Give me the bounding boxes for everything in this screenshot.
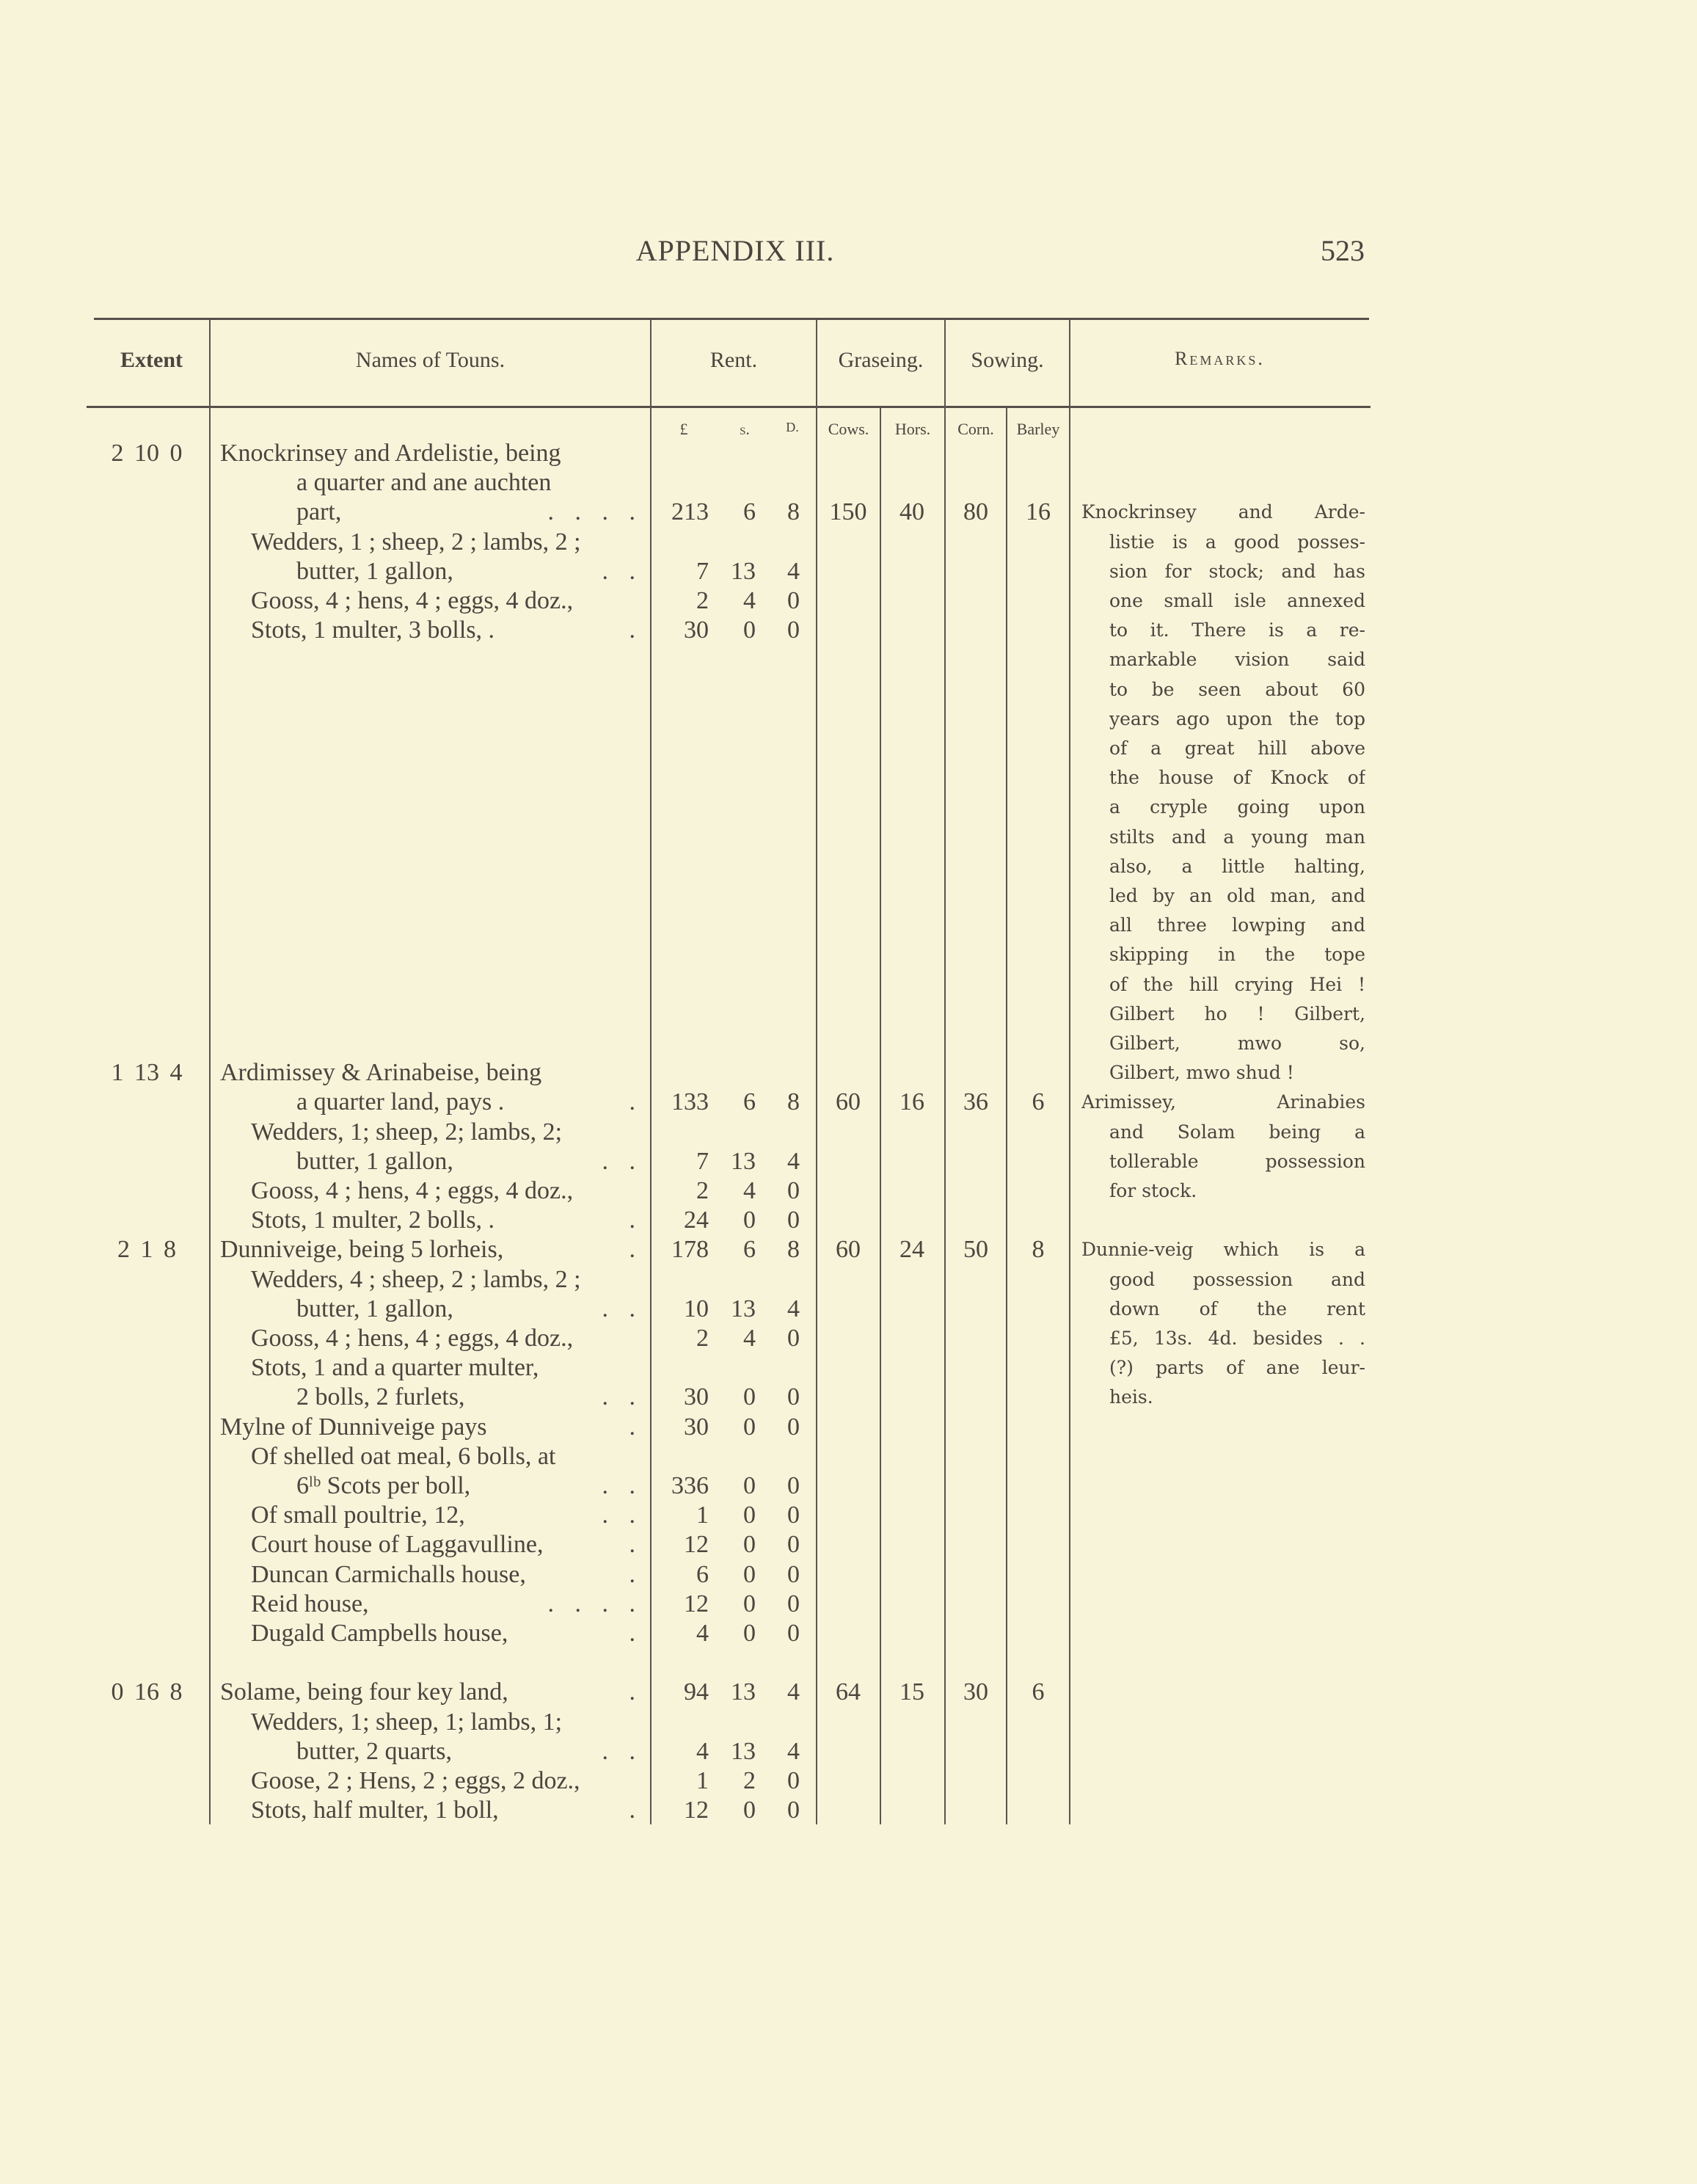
rent-shillings: 13: [731, 1295, 756, 1322]
toun-name: Solame, being four key land,: [220, 1678, 508, 1706]
rent-shillings: 4: [743, 1325, 756, 1352]
table-row: [0, 1619, 1697, 1648]
remark-line: stilts and a young man: [1109, 826, 1365, 848]
table-row: [0, 1560, 1697, 1590]
rent-shillings: 0: [743, 1413, 756, 1441]
rent-pence: 0: [787, 1531, 800, 1559]
table-row: [0, 1147, 1697, 1176]
rent-shillings: 13: [731, 1678, 756, 1706]
rent-shillings: 0: [743, 1560, 756, 1588]
rent-pence: 0: [787, 587, 800, 614]
rent-pence: 0: [787, 1502, 800, 1529]
rent-shillings: 0: [743, 1797, 756, 1824]
table-row: [0, 1590, 1697, 1619]
rent-pounds: 7: [696, 1147, 709, 1175]
remark-line: Dunnie-veig which is a: [1081, 1239, 1365, 1261]
dot-leader: . .: [602, 1383, 643, 1411]
toun-name: part,: [296, 498, 342, 526]
rent-pounds: 12: [684, 1797, 709, 1824]
remark-line: markable vision said: [1109, 649, 1365, 671]
remark-line: tollerable possession: [1109, 1150, 1365, 1172]
table-row: [0, 616, 1697, 645]
toun-name: Knockrinsey and Ardelistie, being: [220, 440, 561, 467]
remark-line: years ago upon the top: [1109, 707, 1365, 729]
rent-pounds: 4: [696, 1620, 709, 1647]
dot-leader: .: [629, 1531, 643, 1559]
rent-pounds: 24: [684, 1206, 709, 1234]
rent-shillings: 6: [743, 498, 756, 526]
rent-pounds: 10: [684, 1295, 709, 1322]
corn-cell: 36: [963, 1088, 988, 1116]
rent-shillings: 2: [743, 1767, 756, 1794]
rent-pounds: 94: [684, 1678, 709, 1706]
cows-cell: 150: [829, 498, 867, 526]
corn-cell: 80: [963, 498, 988, 526]
dot-leader: . .: [602, 1147, 643, 1175]
dot-leader: . .: [602, 1472, 643, 1499]
subheader-cows: Cows.: [828, 420, 869, 438]
table-row: [0, 1678, 1697, 1707]
dot-leader: .: [629, 616, 643, 644]
barley-cell: 6: [1032, 1088, 1045, 1116]
rent-shillings: 13: [731, 557, 756, 585]
table-row: [0, 823, 1697, 852]
remark-line: Gilbert, mwo so,: [1109, 1033, 1365, 1054]
rent-pence: 0: [787, 1797, 800, 1824]
toun-name: Goose, 2 ; Hens, 2 ; eggs, 2 doz.,: [251, 1767, 580, 1794]
rent-pence: 0: [787, 1325, 800, 1352]
rent-shillings: 6: [743, 1088, 756, 1116]
remark-line: and Solam being a: [1109, 1121, 1365, 1143]
table-row: [0, 1029, 1697, 1058]
remark-line: heis.: [1109, 1386, 1153, 1408]
remark-line: to be seen about 60: [1109, 678, 1365, 700]
dot-leader: .: [629, 1236, 643, 1264]
toun-name: Court house of Laggavulline,: [251, 1531, 544, 1559]
rent-pounds: 4: [696, 1737, 709, 1765]
column-header-names: Names of Touns.: [355, 348, 506, 372]
subheader-barley: Barley: [1016, 420, 1060, 438]
dot-leader: . .: [602, 1502, 643, 1529]
column-header-graseing: Graseing.: [838, 348, 924, 372]
table-row: [0, 1530, 1697, 1559]
rent-pence: 8: [787, 1088, 800, 1116]
extent-cell: 1 13 4: [111, 1059, 183, 1087]
rent-pounds: 2: [696, 587, 709, 614]
rent-pounds: 7: [696, 557, 709, 585]
table-row: [0, 911, 1697, 940]
dot-leader: .: [629, 1560, 643, 1588]
rent-pence: 4: [787, 1737, 800, 1765]
subheader-pence: D.: [786, 420, 799, 434]
hors-cell: 24: [899, 1236, 924, 1264]
remark-line: Gilbert, mwo shud !: [1109, 1062, 1294, 1084]
rent-shillings: 0: [743, 616, 756, 644]
toun-name: Mylne of Dunniveige pays: [220, 1413, 487, 1441]
table-row: [0, 1766, 1697, 1796]
subheader-shillings: s.: [740, 420, 750, 438]
toun-name: Gooss, 4 ; hens, 4 ; eggs, 4 doz.,: [251, 1177, 574, 1204]
remark-line: the house of Knock of: [1109, 767, 1365, 789]
table-row: [0, 1471, 1697, 1501]
toun-name: Dunniveige, being 5 lorheis,: [220, 1236, 504, 1264]
column-header-rent: Rent.: [709, 348, 758, 372]
rent-pence: 0: [787, 1590, 800, 1617]
rent-pounds: 213: [671, 498, 709, 526]
rent-shillings: 4: [743, 1177, 756, 1204]
table-row: [0, 970, 1697, 1000]
table-row: [0, 1000, 1697, 1029]
toun-name: butter, 1 gallon,: [296, 557, 453, 585]
dot-leader: .: [629, 1088, 643, 1116]
rent-pence: 8: [787, 498, 800, 526]
rent-shillings: 13: [731, 1147, 756, 1175]
rent-pounds: 6: [696, 1560, 709, 1588]
table-row: [0, 468, 1697, 498]
rent-pence: 0: [787, 1383, 800, 1411]
remark-line: led by an old man, and: [1109, 885, 1365, 906]
toun-name: a quarter and ane auchten: [296, 469, 552, 497]
rent-shillings: 13: [731, 1737, 756, 1765]
dot-leader: . . . .: [547, 1590, 643, 1617]
hors-cell: 40: [899, 498, 924, 526]
table-row: [0, 1796, 1697, 1825]
table-row: [0, 1324, 1697, 1353]
rent-pence: 0: [787, 1560, 800, 1588]
remark-line: listie is a good posses-: [1109, 531, 1365, 553]
corn-cell: 50: [963, 1236, 988, 1264]
rent-pounds: 133: [671, 1088, 709, 1116]
rent-pounds: 12: [684, 1590, 709, 1617]
toun-name: Duncan Carmichalls house,: [251, 1560, 526, 1588]
rent-shillings: 0: [743, 1502, 756, 1529]
dot-leader: . .: [602, 1295, 643, 1322]
cows-cell: 64: [836, 1678, 861, 1706]
dot-leader: .: [629, 1678, 643, 1706]
rent-pence: 4: [787, 1295, 800, 1322]
rent-pence: 0: [787, 1177, 800, 1204]
rent-pounds: 1: [696, 1767, 709, 1794]
toun-name: Ardimissey & Arinabeise, being: [220, 1059, 542, 1087]
table-row: [0, 705, 1697, 734]
rent-pounds: 2: [696, 1177, 709, 1204]
subheader-pounds: £: [679, 420, 688, 438]
toun-name: Wedders, 1; sheep, 1; lambs, 1;: [251, 1708, 563, 1736]
toun-name: Stots, 1 multer, 2 bolls, .: [251, 1206, 495, 1234]
column-header-sowing: Sowing.: [971, 348, 1044, 372]
remark-line: £5, 13s. 4d. besides . .: [1109, 1328, 1365, 1349]
table-row: [0, 1708, 1697, 1737]
rent-shillings: 0: [743, 1383, 756, 1411]
rent-pounds: 30: [684, 1383, 709, 1411]
hors-cell: 15: [899, 1678, 924, 1706]
toun-name: butter, 2 quarts,: [296, 1737, 453, 1765]
subheader-corn: Corn.: [957, 420, 994, 438]
toun-name: butter, 1 gallon,: [296, 1147, 453, 1175]
table-row: [0, 1648, 1697, 1678]
table-row: [0, 1206, 1697, 1235]
remark-line: Arimissey, Arinabies: [1081, 1091, 1365, 1113]
remark-line: to it. There is a re-: [1109, 619, 1365, 641]
table-row: [0, 734, 1697, 763]
table-row: [0, 1442, 1697, 1471]
corn-cell: 30: [963, 1678, 988, 1706]
rent-shillings: 0: [743, 1620, 756, 1647]
remark-line: a cryple going upon: [1109, 796, 1365, 818]
header-bottom-rule: [87, 406, 1371, 408]
rent-shillings: 0: [743, 1206, 756, 1234]
rent-pence: 0: [787, 1413, 800, 1441]
rent-shillings: 0: [743, 1590, 756, 1617]
extent-cell: 2 10 0: [111, 440, 183, 467]
toun-name: Wedders, 1 ; sheep, 2 ; lambs, 2 ;: [251, 528, 581, 556]
table-row: [0, 1265, 1697, 1295]
toun-name: Stots, half multer, 1 boll,: [251, 1797, 499, 1824]
table-row: [0, 498, 1697, 527]
remark-line: one small isle annexed: [1109, 590, 1365, 611]
table-row: [0, 1235, 1697, 1264]
rent-shillings: 0: [743, 1531, 756, 1559]
remark-line: good possession and: [1109, 1268, 1365, 1290]
dot-leader: .: [629, 1206, 643, 1234]
remark-line: Gilbert ho ! Gilbert,: [1109, 1002, 1365, 1024]
rent-pence: 4: [787, 1678, 800, 1706]
toun-name: butter, 1 gallon,: [296, 1295, 453, 1322]
remark-line: all three lowping and: [1109, 914, 1365, 936]
remark-line: (?) parts of ane leur-: [1109, 1357, 1365, 1379]
table-row: [0, 1501, 1697, 1530]
remark-line: also, a little halting,: [1109, 855, 1365, 877]
table-top-rule: [94, 318, 1369, 320]
remark-line: of a great hill above: [1109, 738, 1365, 759]
cows-cell: 60: [836, 1088, 861, 1116]
remark-line: of the hill crying Hei !: [1109, 973, 1365, 995]
rent-pounds: 336: [671, 1472, 709, 1499]
toun-name: a quarter land, pays .: [296, 1088, 505, 1116]
table-row: [0, 586, 1697, 616]
rent-pounds: 2: [696, 1325, 709, 1352]
rent-pounds: 30: [684, 1413, 709, 1441]
rent-pence: 0: [787, 1620, 800, 1647]
table-row: [0, 1295, 1697, 1324]
dot-leader: . . . .: [547, 498, 643, 526]
rent-pounds: 178: [671, 1236, 709, 1264]
rent-pence: 0: [787, 616, 800, 644]
toun-name: Stots, 1 and a quarter multer,: [251, 1354, 539, 1382]
hors-cell: 16: [899, 1088, 924, 1116]
page-number: 523: [1321, 234, 1365, 267]
table-row: [0, 881, 1697, 911]
table-row: [0, 1176, 1697, 1206]
toun-name: Gooss, 4 ; hens, 4 ; eggs, 4 doz.,: [251, 1325, 574, 1352]
barley-cell: 6: [1032, 1678, 1045, 1706]
table-row: [0, 439, 1697, 468]
subheader-hors: Hors.: [894, 420, 931, 438]
toun-name: Wedders, 4 ; sheep, 2 ; lambs, 2 ;: [251, 1265, 581, 1293]
toun-name: Of shelled oat meal, 6 bolls, at: [251, 1442, 556, 1470]
remark-line: for stock.: [1109, 1180, 1197, 1201]
remark-line: sion for stock; and has: [1109, 560, 1365, 582]
dot-leader: . .: [602, 1737, 643, 1765]
rent-pounds: 12: [684, 1531, 709, 1559]
remark-line: skipping in the tope: [1109, 944, 1365, 966]
dot-leader: .: [629, 1413, 643, 1441]
table-row: [0, 1413, 1697, 1442]
table-row: [0, 852, 1697, 881]
rent-pence: 0: [787, 1206, 800, 1234]
toun-name: Reid house,: [251, 1590, 369, 1617]
rent-pence: 0: [787, 1767, 800, 1794]
table-row: [0, 675, 1697, 705]
table-row: [0, 1353, 1697, 1383]
dot-leader: .: [629, 1797, 643, 1824]
table-row: [0, 1383, 1697, 1412]
rent-shillings: 0: [743, 1472, 756, 1499]
rent-pence: 0: [787, 1472, 800, 1499]
barley-cell: 16: [1026, 498, 1051, 526]
dot-leader: .: [629, 1620, 643, 1647]
rent-pounds: 1: [696, 1502, 709, 1529]
cows-cell: 60: [836, 1236, 861, 1264]
rent-pence: 4: [787, 1147, 800, 1175]
running-title: APPENDIX III.: [635, 234, 835, 267]
table-row: [0, 940, 1697, 969]
toun-name: Wedders, 1; sheep, 2; lambs, 2;: [251, 1118, 563, 1146]
table-row: [0, 1118, 1697, 1147]
remark-line: down of the rent: [1109, 1297, 1365, 1320]
table-row: [0, 1737, 1697, 1766]
rent-shillings: 4: [743, 587, 756, 614]
extent-cell: 2 1 8: [117, 1236, 176, 1264]
barley-cell: 8: [1032, 1236, 1045, 1264]
table-row: [0, 645, 1697, 674]
rent-pounds: 30: [684, 616, 709, 644]
remark-line: Knockrinsey and Arde-: [1081, 501, 1365, 523]
toun-name: Of small poultrie, 12,: [251, 1502, 465, 1529]
toun-name: Gooss, 4 ; hens, 4 ; eggs, 4 doz.,: [251, 587, 574, 614]
table-row: [0, 1058, 1697, 1088]
table-row: [0, 763, 1697, 793]
toun-name: 6ˡᵇ Scots per boll,: [296, 1472, 471, 1499]
table-row: [0, 1088, 1697, 1117]
toun-name: Dugald Campbells house,: [251, 1620, 508, 1647]
extent-cell: 0 16 8: [111, 1678, 183, 1706]
column-header-remarks: Remarks.: [1175, 348, 1265, 369]
table-row: [0, 557, 1697, 586]
column-header-extent: Extent: [120, 348, 183, 372]
rent-shillings: 6: [743, 1236, 756, 1264]
toun-name: Stots, 1 multer, 3 bolls, .: [251, 616, 495, 644]
table-row: [0, 793, 1697, 822]
table-row: [0, 528, 1697, 557]
toun-name: 2 bolls, 2 furlets,: [296, 1383, 465, 1411]
rent-pence: 4: [787, 557, 800, 585]
rent-pence: 8: [787, 1236, 800, 1264]
dot-leader: . .: [602, 557, 643, 585]
